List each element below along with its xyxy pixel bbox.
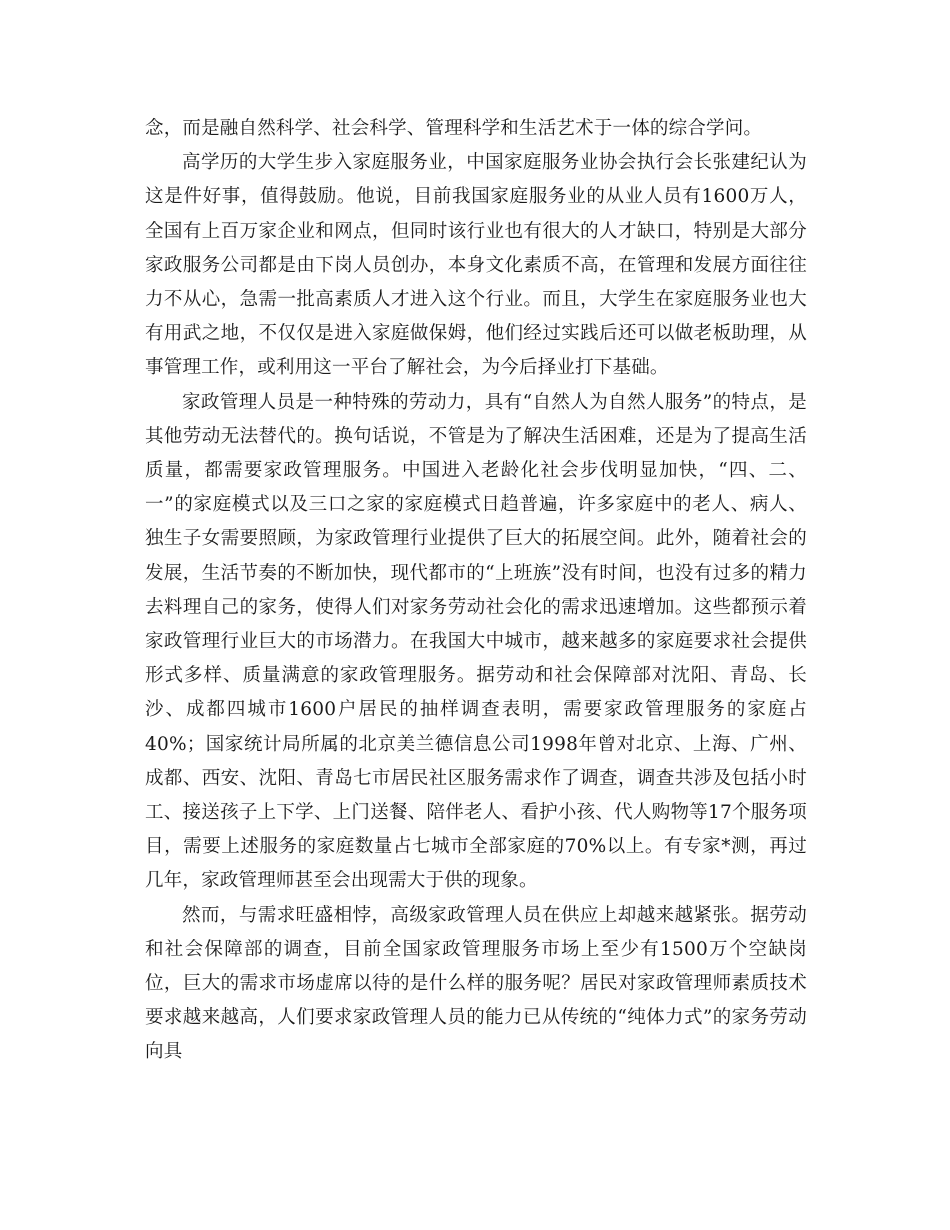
paragraph-4: 然而，与需求旺盛相悖，高级家政管理人员在供应上却越来越紧张。据劳动和社会保障部的调查，目前全国家政管理服务市场上至少有1500万个空缺岗位，巨大的需求市场虚席以待的是什么样的服务呢？居民对家政管理师素质技术要求越来越高，人们要求家政管理人员的能力已从传统的“纯体力式”的家务劳动向具 (145, 904, 807, 1063)
paragraph-2: 高学历的大学生步入家庭服务业，中国家庭服务业协会执行会长张建纪认为这是件好事，值得鼓励。他说，目前我国家庭服务业的从业人员有1600万人，全国有上百万家企业和网点，但同时该行业也有很大的人才缺口，特别是大部分家政服务公司都是由下岗人员创办，本身文化素质不高，在管理和发展方面往往力不从心，急需一批高素质人才进入这个行业。而且，大学生在家庭服务业也大有用武之地，不仅仅是进入家庭做保姆，他们经过实践后还可以做老板助理，从事管理工作，或利用这一平台了解社会，为今后择业打下基础。 (145, 152, 807, 379)
paragraph-3: 家政管理人员是一种特殊的劳动力，具有“自然人为自然人服务”的特点，是其他劳动无法替代的。换句话说，不管是为了解决生活困难，还是为了提高生活质量，都需要家政管理服务。中国进入老龄化社会步伐明显加快，“四、二、一”的家庭模式以及三口之家的家庭模式日趋普遍，许多家庭中的老人、病人、独生子女需要照顾，为家政管理行业提供了巨大的拓展空间。此外，随着社会的发展，生活节奏的不断加快，现代都市的“上班族”没有时间，也没有过多的精力去料理自己的家务，使得人们对家务劳动社会化的需求迅速增加。这些都预示着家政管理行业巨大的市场潜力。在我国大中城市，越来越多的家庭要求社会提供形式多样、质量满意的家政管理服务。据劳动和社会保障部对沈阳、青岛、长沙、成都四城市1600户居民的抽样调查表明，需要家政管理服务的家庭占40%；国家统计局所属的北京美兰德信息公司1998年曾对北京、上海、广州、成都、西安、沈阳、青岛七市居民社区服务需求作了调查，调查共涉及包括小时工、接送孩子上下学、上门送餐、陪伴老人、看护小孩、代人购物等17个服务项目，需要上述服务的家庭数量占七城市全部家庭的70%以上。有专家*测，再过几年，家政管理师甚至会出现需大于供的现象。 (145, 391, 807, 892)
paragraph-1: 念，而是融自然科学、社会科学、管理科学和生活艺术于一体的综合学问。 (145, 118, 763, 139)
document-body (145, 112, 807, 1070)
